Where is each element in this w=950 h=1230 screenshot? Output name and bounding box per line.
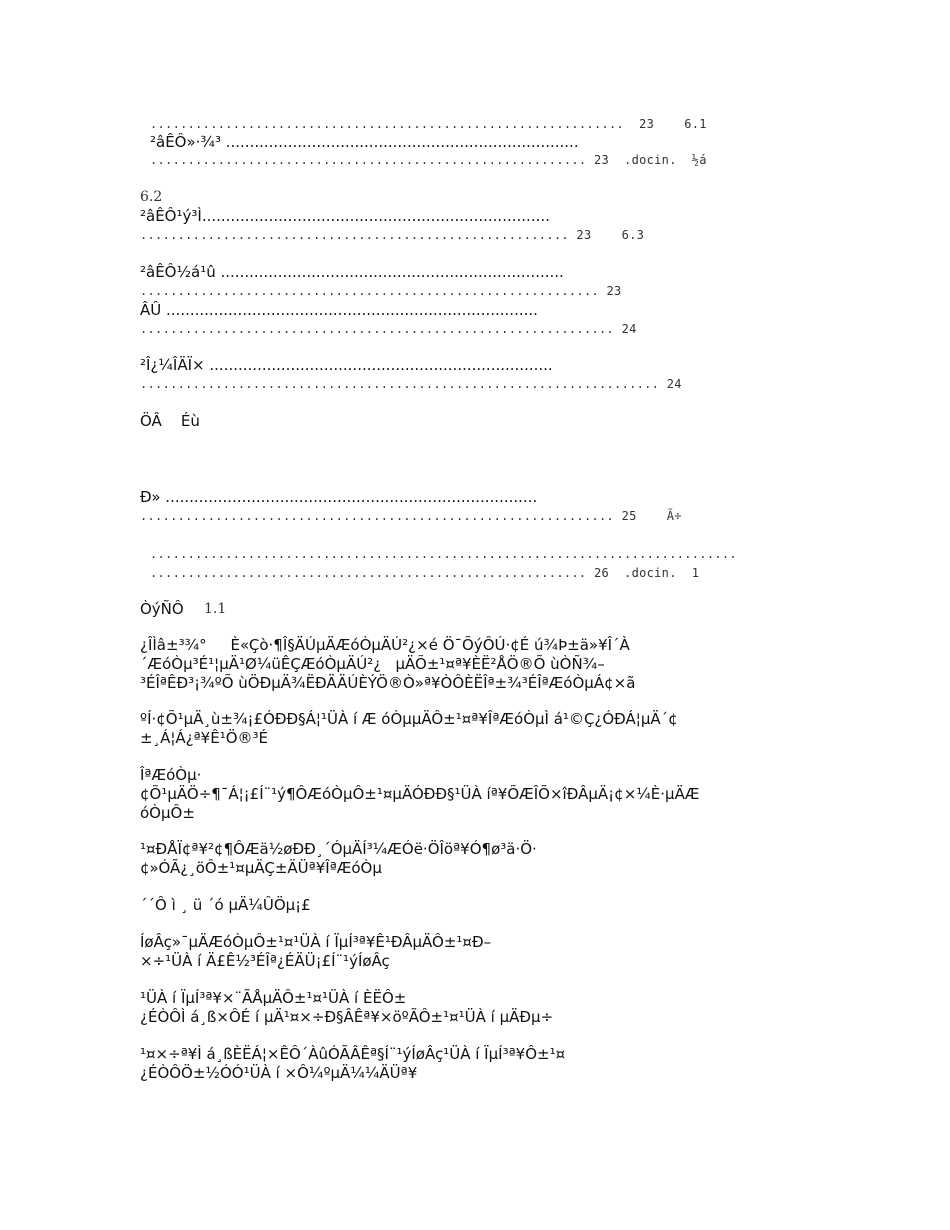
body-text-line: ºÍ·¢Õ¹µÄ¸ù±¾¡£ÓÐÐ§Á¦¹ÜÀ í Æ óÒµµÄÔ±¹¤ª¥ÎªÆóÒµÌ á¹©Ç¿ÓÐÁ¦µÄ´¢ [140, 710, 678, 728]
toc-line: .......................................................... 23 .docin. ½á [150, 153, 707, 167]
section-number: 1.1 [204, 601, 227, 617]
body-text-line: ¿ÉÒÔÖ±½ÓÓ¹ÜÀ í ×Ô¼ºµÄ¼¼ÄÜª¥ [140, 1064, 418, 1082]
toc-entry-conclusion: ÂÛ .............................................................................. [140, 301, 538, 319]
toc-line: ............................................................... 23 6.1 [150, 117, 707, 131]
toc-line: .......................................................... 26 .docin. 1 [150, 566, 700, 580]
toc-entry-test-environment: ²âÊÔ»·¾³ .......................................................................... [150, 133, 579, 151]
toc-line: .............................................................................. [150, 547, 737, 561]
body-text-line: ¿ÉÒÔÌ á¸ß×ÔÉ í µÄ¹¤×÷Ð§ÂÊª¥×öºÃÔ±¹¤¹ÜÀ í µÄÐµ÷ [140, 1008, 554, 1026]
body-text-line: ÍøÂç»¯µÄÆóÒµÔ±¹¤¹ÜÀ í ÏµÍ³ª¥Ê¹ÐÂµÄÔ±¹¤Ð– [140, 933, 492, 951]
toc-line: ............................................................... 25 Ã÷ [140, 509, 682, 523]
body-text-line: ´ÆóÒµ³É¹¦µÄ¹Ø¼üÊÇÆóÒµÄÚ²¿ µÄÕ±¹¤ª¥ÈË²ÅÖ®Õ ùÒÑ¾– [140, 655, 605, 673]
toc-entry-references: ²Î¿¼ÎÄÏ× ........................................................................ [140, 356, 553, 374]
body-text-line: ³ÉÎªÊÐ³¡¾ºÕ ùÖÐµÄ¾ËÐÄÄÚÈÝÖ®Ò»ª¥ÒÔÈËÎª±¾³ÉÎªÆóÒµÁ¢×ã [140, 674, 636, 692]
body-text-line: ¹¤ÐÅÏ¢ª¥²¢¶ÔÆä½øÐÐ¸´ÓµÄÍ³¼ÆÓë·ÖÎöª¥Ó¶ø³ä·Ö· [140, 840, 537, 858]
body-text-line: ±¸Á¦Á¿ª¥Ê¹Ö®³É [140, 729, 269, 747]
section-heading-introduction: ÒýÑÔ [140, 600, 184, 618]
body-text-line: óÒµÔ± [140, 804, 195, 822]
toc-entry-acknowledgement: ÖÂ Éù [140, 412, 200, 430]
body-text-line: ×÷¹ÜÀ í Ä£Ê½³ÉÎª¿ÉÄÜ¡£Í¨¹ýÍøÂç [140, 952, 390, 970]
toc-line: ............................................................... 24 [140, 322, 637, 336]
toc-entry-thanks: Ð» .............................................................................. [140, 488, 538, 506]
toc-line: ............................................................. 23 [140, 284, 622, 298]
toc-line: ..................................................................... 24 [140, 377, 682, 391]
toc-entry-test-result: ²âÊÔ½á¹û ........................................................................ [140, 263, 564, 281]
body-text-line: ¿ÎÌâ±³¾° È«Çò·¶Î§ÄÚµÄÆóÒµÄÚ²¿×é Ö¯ÕýÔÚ·¢É ú¾Þ±ä»¥Î´À [140, 636, 630, 654]
toc-number: 6.2 [140, 189, 163, 205]
toc-line: ......................................................... 23 6.3 [140, 228, 645, 242]
toc-entry-test-process: ²âÊÔ¹ý³Ì......................................................................... [140, 207, 550, 225]
body-text-line: ¹ÜÀ í ÏµÍ³ª¥×¨ÃÅµÄÔ±¹¤¹ÜÀ í ÈËÔ± [140, 989, 407, 1007]
body-text-line: ÎªÆóÒµ· [140, 766, 202, 784]
body-text-line: ¢»ÓÃ¿¸öÔ±¹¤µÄÇ±ÄÜª¥ÎªÆóÒµ [140, 859, 382, 877]
body-text-line: ´´Ô ì ¸ ü ´ó µÄ¼ÛÖµ¡£ [140, 896, 311, 914]
body-text-line: ¢Õ¹µÄÖ÷¶¯Á¦¡£Í¨¹ý¶ÔÆóÒµÔ±¹¤µÄÓÐÐ§¹ÜÀ íª¥ÕÆÎÕ×îÐÂµÄ¡¢×¼È·µÄÆ [140, 785, 700, 803]
body-text-line: ¹¤×÷ª¥Ì á¸ßÈËÁ¦×ÊÔ´ÀûÓÃÂÊª§Í¨¹ýÍøÂç¹ÜÀ í ÏµÍ³ª¥Ô±¹¤ [140, 1045, 566, 1063]
